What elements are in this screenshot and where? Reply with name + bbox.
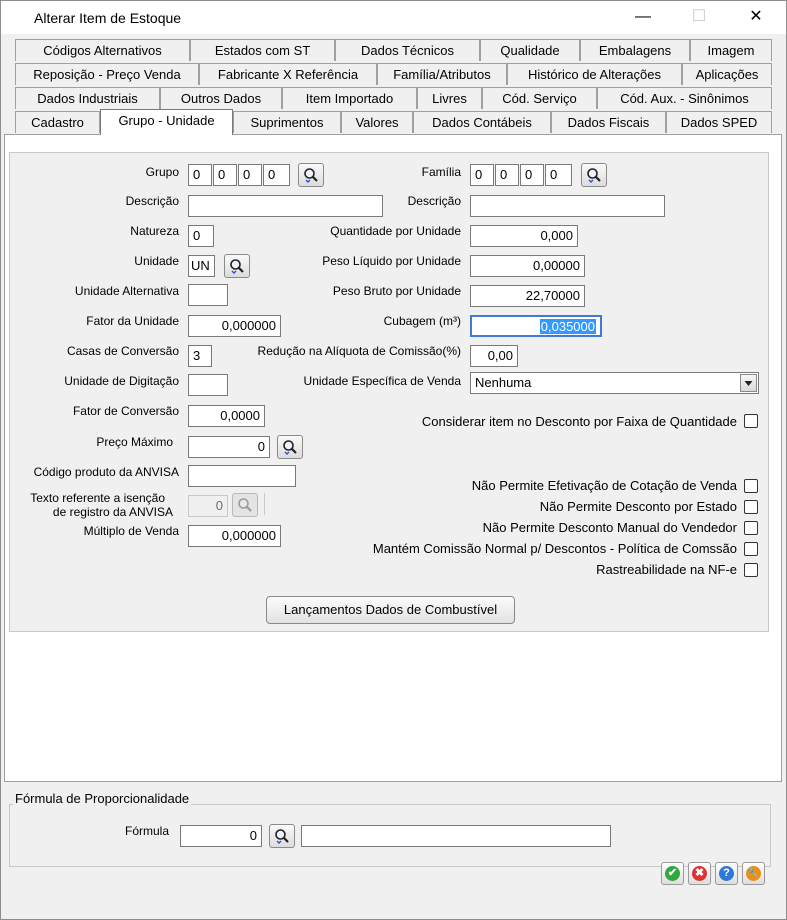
cubagem-label: Cubagem (m³): [383, 314, 461, 328]
unidade-especifica-label: Unidade Específica de Venda: [303, 374, 461, 388]
tab-dados-fiscais[interactable]: Dados Fiscais: [551, 111, 666, 133]
descricao-familia-input[interactable]: [470, 195, 665, 217]
tab-cod-servico[interactable]: Cód. Serviço: [482, 87, 597, 109]
reducao-aliquota-label: Redução na Alíquota de Comissão(%): [257, 344, 461, 358]
tab-valores[interactable]: Valores: [341, 111, 413, 133]
nao-permite-desconto-estado-checkbox[interactable]: [744, 500, 758, 514]
natureza-input[interactable]: 0: [188, 225, 214, 247]
tab-fabricante-referencia[interactable]: Fabricante X Referência: [199, 63, 377, 85]
unidade-label: Unidade: [134, 254, 179, 268]
texto-anvisa-input: 0: [188, 495, 228, 517]
tab-item-importado[interactable]: Item Importado: [282, 87, 417, 109]
codigo-anvisa-input[interactable]: [188, 465, 296, 487]
check-icon: ✔: [665, 866, 680, 881]
mantem-comissao-checkbox[interactable]: [744, 542, 758, 556]
formula-label: Fórmula: [124, 824, 169, 838]
tab-cod-aux-sinonimos[interactable]: Cód. Aux. - Sinônimos: [597, 87, 772, 109]
considerar-desconto-checkbox[interactable]: [744, 414, 758, 428]
multiplo-venda-input[interactable]: 0,000000: [188, 525, 281, 547]
tab-dados-tecnicos[interactable]: Dados Técnicos: [335, 39, 480, 61]
texto-anvisa-search-button: [232, 493, 258, 517]
magnifier-icon: [586, 167, 602, 183]
maximize-button[interactable]: ☐: [691, 8, 707, 25]
help-button[interactable]: [715, 862, 738, 885]
unidade-especifica-value: Nenhuma: [475, 375, 532, 390]
preco-maximo-search-button[interactable]: [277, 435, 303, 459]
check-label-rastreabilidade: Rastreabilidade na NF-e: [596, 562, 737, 577]
grupo-search-button[interactable]: [298, 163, 324, 187]
familia-label: Família: [421, 165, 461, 179]
wrench-icon: 🔧: [746, 866, 761, 881]
nao-permite-desconto-manual-checkbox[interactable]: [744, 521, 758, 535]
peso-liquido-input[interactable]: 0,00000: [470, 255, 585, 277]
check-label-desconto-manual: Não Permite Desconto Manual do Vendedor: [482, 520, 737, 535]
formula-description-input[interactable]: [301, 825, 611, 847]
grupo-label: Grupo: [145, 165, 179, 179]
tab-historico-alteracoes[interactable]: Histórico de Alterações: [507, 63, 682, 85]
descricao-familia-label: Descrição: [407, 194, 461, 208]
descricao-grupo-label: Descrição: [125, 194, 179, 208]
ok-button[interactable]: [661, 862, 684, 885]
fator-conversao-label: Fator de Conversão: [72, 404, 179, 418]
nao-permite-cotacao-checkbox[interactable]: [744, 479, 758, 493]
magnifier-icon: [282, 439, 298, 455]
quantidade-por-unidade-input[interactable]: 0,000: [470, 225, 578, 247]
unidade-digitacao-label: Unidade de Digitação: [64, 374, 179, 388]
tab-cadastro[interactable]: Cadastro: [15, 111, 100, 133]
cubagem-input[interactable]: [470, 315, 602, 337]
tab-livres[interactable]: Livres: [417, 87, 482, 109]
tab-qualidade[interactable]: Qualidade: [480, 39, 580, 61]
considerar-desconto-label: Considerar item no Desconto por Faixa de Quantidade: [421, 414, 737, 429]
tab-aplicacoes[interactable]: Aplicações: [682, 63, 772, 85]
magnifier-icon: [229, 258, 245, 274]
rastreabilidade-checkbox[interactable]: [744, 563, 758, 577]
magnifier-disabled-icon: [237, 497, 253, 513]
tab-suprimentos[interactable]: Suprimentos: [233, 111, 341, 133]
cancel-button[interactable]: [688, 862, 711, 885]
familia-field-2[interactable]: 0: [495, 164, 519, 186]
check-label-comissao: Mantém Comissão Normal p/ Descontos - Política de Comssão: [372, 541, 737, 556]
tab-grupo-unidade[interactable]: Grupo - Unidade: [100, 109, 233, 135]
tab-reposicao-preco-venda[interactable]: Reposição - Preço Venda: [15, 63, 199, 85]
fator-unidade-input[interactable]: 0,000000: [188, 315, 281, 337]
magnifier-icon: [303, 167, 319, 183]
help-icon: ?: [719, 866, 734, 881]
unidade-alternativa-input[interactable]: [188, 284, 228, 306]
close-button[interactable]: ✕: [749, 8, 763, 25]
chevron-down-icon[interactable]: [740, 374, 757, 392]
magnifier-icon: [274, 828, 290, 844]
tab-imagem[interactable]: Imagem: [690, 39, 772, 61]
tab-embalagens[interactable]: Embalagens: [580, 39, 690, 61]
tab-codigos-alternativos[interactable]: Códigos Alternativos: [15, 39, 190, 61]
texto-anvisa-label-line1: Texto referente a isenção: [30, 491, 165, 505]
familia-field-1[interactable]: 0: [470, 164, 494, 186]
lancamentos-combustivel-button[interactable]: Lançamentos Dados de Combustível: [266, 596, 515, 624]
peso-bruto-input[interactable]: 22,70000: [470, 285, 585, 307]
familia-search-button[interactable]: [581, 163, 607, 187]
tab-outros-dados[interactable]: Outros Dados: [160, 87, 282, 109]
tab-dados-contabeis[interactable]: Dados Contábeis: [413, 111, 551, 133]
peso-bruto-label: Peso Bruto por Unidade: [332, 284, 461, 298]
unidade-input[interactable]: UN: [188, 255, 215, 277]
casas-conversao-label: Casas de Conversão: [66, 344, 179, 358]
unidade-especifica-select[interactable]: [470, 372, 759, 394]
window-title: Alterar Item de Estoque: [34, 10, 182, 26]
formula-group-title: Fórmula de Proporcionalidade: [15, 791, 190, 806]
tab-dados-sped[interactable]: Dados SPED: [666, 111, 772, 133]
tab-dados-industriais[interactable]: Dados Industriais: [15, 87, 160, 109]
peso-liquido-label: Peso Líquido por Unidade: [322, 254, 461, 268]
familia-field-3[interactable]: 0: [520, 164, 544, 186]
preco-maximo-input[interactable]: 0: [188, 436, 270, 458]
multiplo-venda-label: Múltiplo de Venda: [83, 524, 179, 538]
tools-button[interactable]: [742, 862, 765, 885]
unidade-alternativa-label: Unidade Alternativa: [74, 284, 179, 298]
formula-code-input[interactable]: 0: [180, 825, 262, 847]
codigo-anvisa-label: Código produto da ANVISA: [33, 465, 179, 479]
unidade-digitacao-input[interactable]: [188, 374, 228, 396]
grupo-field-3[interactable]: 0: [238, 164, 262, 186]
grupo-field-1[interactable]: 0: [188, 164, 212, 186]
tab-estados-com-st[interactable]: Estados com ST: [190, 39, 335, 61]
fator-conversao-input[interactable]: 0,0000: [188, 405, 265, 427]
fator-unidade-label: Fator da Unidade: [86, 314, 179, 328]
cancel-icon: ✖: [692, 866, 707, 881]
title-bar: [1, 1, 786, 34]
texto-anvisa-label-line2: de registro da ANVISA: [52, 505, 173, 519]
anvisa-divider: [264, 493, 265, 515]
quantidade-por-unidade-label: Quantidade por Unidade: [330, 224, 461, 238]
familia-field-4[interactable]: 0: [545, 164, 572, 186]
unidade-search-button[interactable]: [224, 254, 250, 278]
natureza-label: Natureza: [130, 224, 179, 238]
minimize-button[interactable]: —: [635, 8, 651, 25]
grupo-field-2[interactable]: 0: [213, 164, 237, 186]
reducao-aliquota-input[interactable]: 0,00: [470, 345, 518, 367]
preco-maximo-label: Preço Máximo: [96, 435, 173, 449]
grupo-field-4[interactable]: 0: [263, 164, 290, 186]
cubagem-value: 0,035000: [540, 319, 595, 334]
formula-search-button[interactable]: [269, 824, 295, 848]
check-label-cotacao: Não Permite Efetivação de Cotação de Venda: [471, 478, 737, 493]
check-label-desconto-estado: Não Permite Desconto por Estado: [539, 499, 737, 514]
casas-conversao-input[interactable]: 3: [188, 345, 212, 367]
tab-familia-atributos[interactable]: Família/Atributos: [377, 63, 507, 85]
